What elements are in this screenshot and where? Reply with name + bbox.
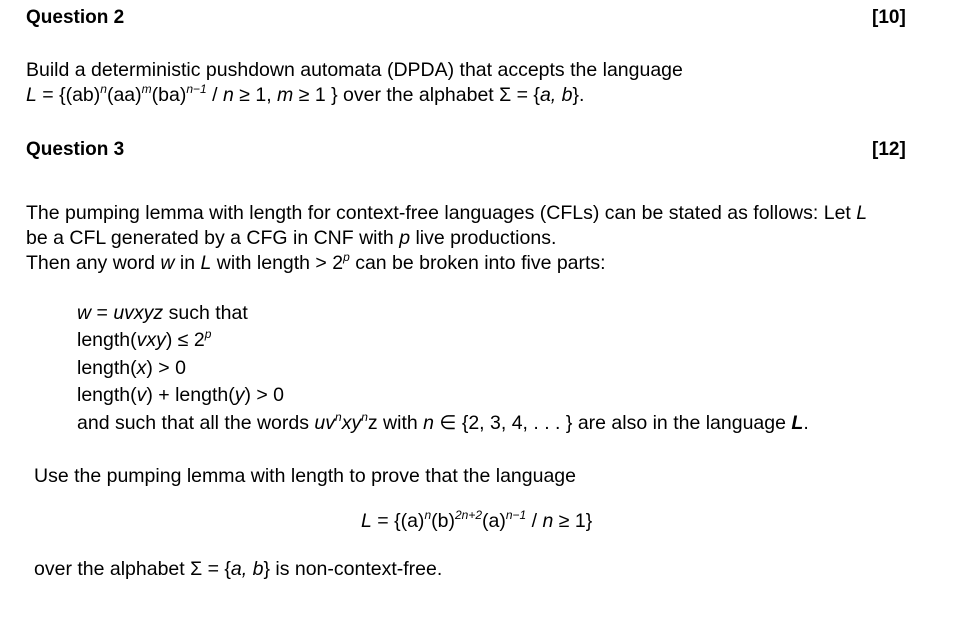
text-segment: m bbox=[277, 84, 294, 106]
text-segment: length( bbox=[77, 384, 137, 406]
text-segment: live productions. bbox=[410, 227, 557, 249]
text-segment: length( bbox=[77, 357, 137, 379]
text-segment: / bbox=[526, 510, 543, 532]
text-segment: L bbox=[856, 202, 868, 224]
text-segment: uvxyz bbox=[113, 302, 164, 324]
text-segment: ≥ 1} bbox=[553, 510, 593, 532]
lemma-condition bbox=[77, 329, 211, 351]
question-3-heading: Question 3 bbox=[26, 139, 125, 160]
text-segment: v bbox=[136, 384, 147, 406]
text-segment: ≥ 1, bbox=[233, 84, 278, 106]
text-segment: Then any word bbox=[26, 252, 161, 274]
text-segment: ) ≤ 2 bbox=[165, 329, 205, 351]
text-segment: (aa) bbox=[106, 84, 142, 106]
superscript: p bbox=[343, 250, 350, 264]
text-segment: n bbox=[222, 84, 234, 106]
lemma-condition bbox=[77, 357, 186, 379]
superscript: n bbox=[424, 508, 432, 522]
text-segment: . bbox=[803, 412, 809, 434]
text-segment: L bbox=[200, 252, 212, 274]
text-segment: and such that all the words bbox=[77, 412, 315, 434]
superscript: n bbox=[100, 82, 107, 96]
superscript: n−1 bbox=[505, 508, 527, 522]
text-segment: } is non-context-free. bbox=[263, 558, 443, 580]
text-segment: can be broken into five parts: bbox=[349, 252, 606, 274]
text-segment: (ba) bbox=[151, 84, 187, 106]
text-segment: x bbox=[136, 357, 147, 379]
text-segment: ) > 0 bbox=[146, 357, 186, 379]
text-segment: (a) bbox=[482, 510, 506, 532]
text-segment: L bbox=[791, 412, 804, 434]
text-segment: length( bbox=[77, 329, 137, 351]
text-segment: y bbox=[234, 384, 245, 406]
text-segment: The pumping lemma with length for context-free languages (CFLs) can be stated as follows: Let bbox=[26, 202, 857, 224]
text-segment: ∈ {2, 3, 4, . . . } are also in the language bbox=[434, 412, 792, 434]
question-3-marks: [12] bbox=[872, 139, 906, 160]
text-segment: in bbox=[174, 252, 201, 274]
superscript: p bbox=[204, 327, 212, 341]
lemma-condition bbox=[77, 384, 284, 406]
question-2-heading: Question 2 bbox=[26, 7, 125, 28]
text-segment: ≥ 1 } over the alphabet Σ = { bbox=[293, 84, 540, 106]
text-segment: vxy bbox=[136, 329, 166, 351]
text-segment: w bbox=[160, 252, 175, 274]
text-segment: (b) bbox=[431, 510, 455, 532]
text-segment: Use the pumping lemma with length to prove that the language bbox=[34, 465, 577, 487]
superscript: m bbox=[141, 82, 152, 96]
text-segment: n bbox=[423, 412, 434, 434]
text-segment: with length > 2 bbox=[211, 252, 344, 274]
superscript: n−1 bbox=[186, 82, 207, 96]
text-segment: L bbox=[26, 84, 37, 106]
text-segment: ) + length( bbox=[146, 384, 235, 406]
text-segment: }. bbox=[572, 84, 585, 106]
superscript: 2n+2 bbox=[454, 508, 482, 522]
lemma-condition bbox=[77, 412, 809, 434]
text-segment: over the alphabet Σ = { bbox=[34, 558, 231, 580]
superscript: n bbox=[361, 410, 368, 424]
lemma-condition bbox=[77, 302, 248, 324]
text-segment: uv bbox=[314, 412, 335, 434]
language-definition bbox=[361, 510, 592, 532]
text-segment: = bbox=[91, 302, 114, 324]
text-segment: be a CFL generated by a CFG in CNF with bbox=[26, 227, 400, 249]
text-segment: = {(a) bbox=[371, 510, 425, 532]
text-segment: a, b bbox=[539, 84, 573, 106]
text-segment: ) > 0 bbox=[244, 384, 285, 406]
question-2-marks: [10] bbox=[872, 7, 906, 28]
text-segment: n bbox=[542, 510, 554, 532]
lemma-intro-line bbox=[26, 227, 556, 249]
question-2-language-line bbox=[26, 84, 584, 106]
text-segment: Build a deterministic pushdown automata (DPDA) that accepts the language bbox=[26, 59, 683, 81]
text-segment: such that bbox=[163, 302, 248, 324]
superscript: n bbox=[335, 410, 342, 424]
text-segment: xy bbox=[341, 412, 362, 434]
lemma-intro-line bbox=[26, 252, 606, 274]
text-segment: L bbox=[361, 510, 372, 532]
task-line bbox=[34, 465, 576, 487]
text-segment: a, b bbox=[230, 558, 264, 580]
alphabet-line bbox=[34, 558, 442, 580]
text-segment: = {(ab) bbox=[36, 84, 101, 106]
text-segment: z with bbox=[367, 412, 424, 434]
text-segment: / bbox=[206, 84, 223, 106]
question-2-text-line bbox=[26, 59, 683, 81]
lemma-intro-line bbox=[26, 202, 867, 224]
text-segment: p bbox=[399, 227, 411, 249]
text-segment: w bbox=[77, 302, 92, 324]
